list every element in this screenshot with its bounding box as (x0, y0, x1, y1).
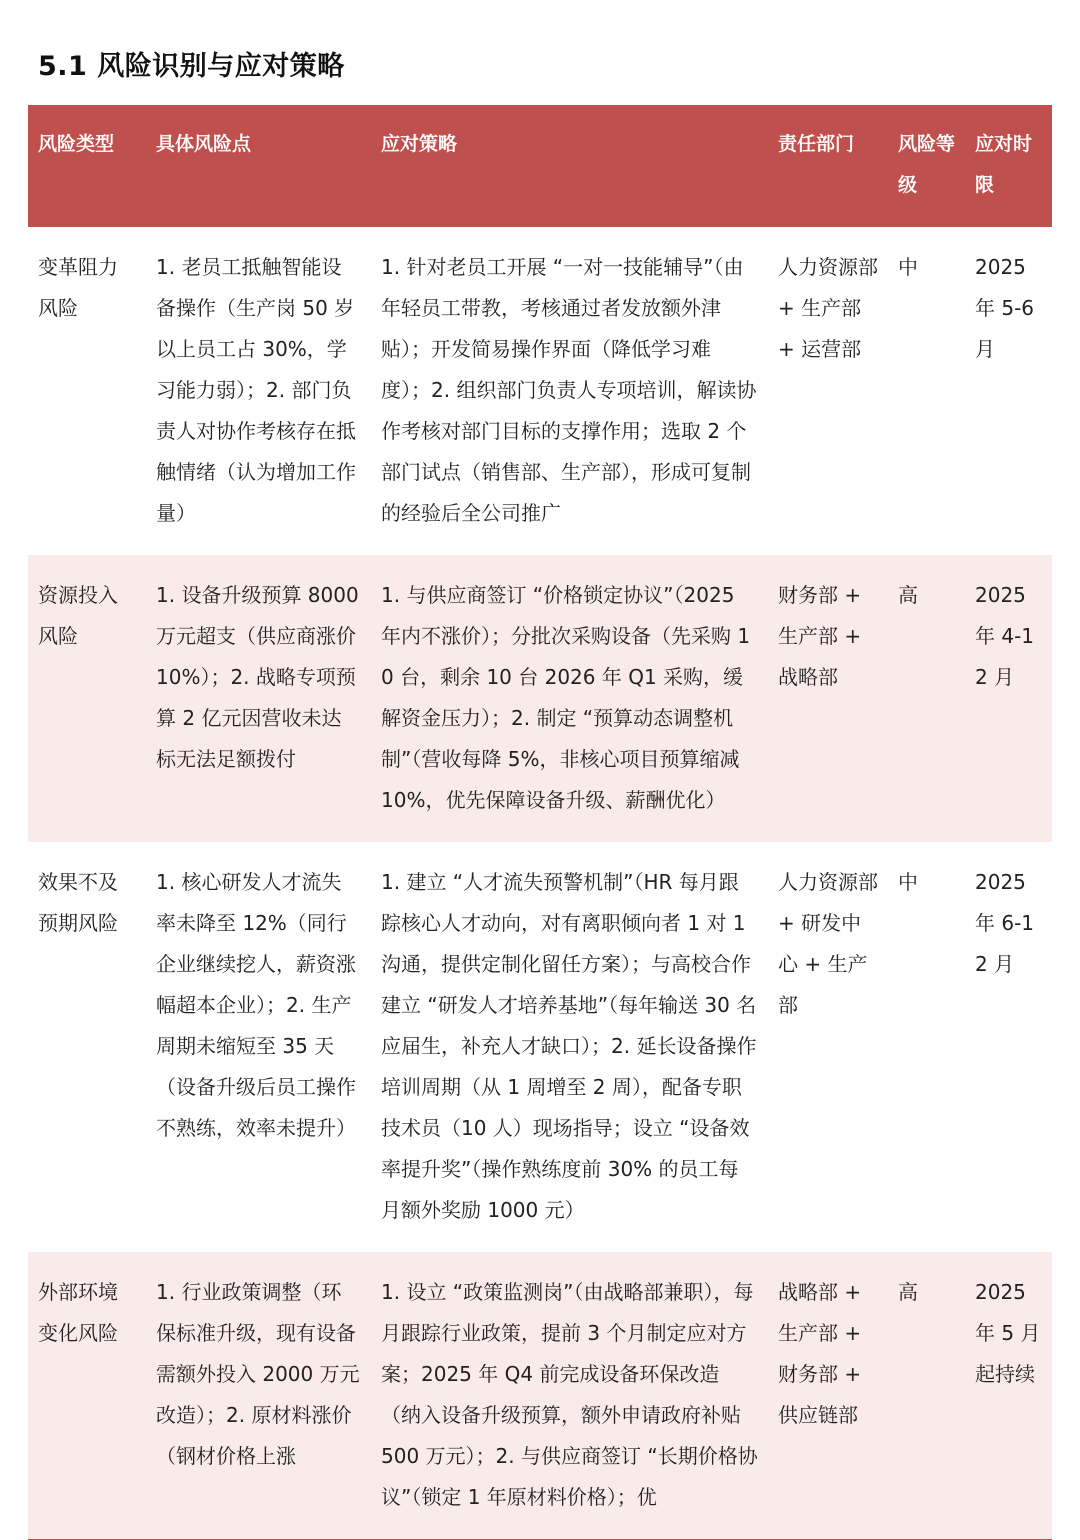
header-row (28, 105, 1052, 227)
cell-risk-type (28, 1252, 146, 1540)
cell-level: 中 (898, 255, 918, 279)
cell-risk-type: 资源投入风险 (38, 583, 118, 648)
cell-deadline (965, 1252, 1052, 1540)
cell-risk-point: 1. 设备升级预算 8000 万元超支（供应商涨价 10%）；2. 战略专项预算 2 亿元因营收未达标无法足额拨付 (156, 583, 359, 771)
cell-level (888, 1252, 965, 1540)
cell-deadline: 2025 年 4-12 月 (975, 583, 1035, 689)
table-body (28, 227, 1052, 1540)
cell-strategy: 1. 针对老员工开展 “一对一技能辅导”（由年轻员工带教，考核通过者发放额外津贴）；开发简易操作界面（降低学习难度）；2. 组织部门负责人专项培训，解读协作考核对部门目标的支撑作用；选取 2 个部门试点（销售部、生产部），形成可复制的经验后全公司推广 (381, 255, 757, 525)
cell-deadline: 2025 年 5-6 月 (975, 255, 1035, 361)
header-strategy: 应对策略 (381, 133, 458, 155)
header-risk-point: 具体风险点 (156, 133, 252, 155)
cell-clip: 2025 年 5 月起持续 (975, 1280, 1041, 1386)
cell-strategy: 1. 与供应商签订 “价格锁定协议”（2025 年内不涨价）；分批次采购设备（先采购 10 台，剩余 10 台 2026 年 Q1 采购，缓解资金压力）；2. 制定 “预算动态调整机制”（营收每降 5%，非核心项目预算缩减 10%，优先保障设备升级、薪酬优化） (381, 583, 751, 812)
table-row (28, 842, 1052, 1252)
cell-risk-type: 变革阻力风险 (38, 255, 118, 320)
table-row (28, 227, 1052, 555)
cell-clip: 战略部 + 生产部 + 财务部 + 供应链部 (778, 1280, 862, 1427)
cell-risk-point: 1. 核心研发人才流失率未降至 12%（同行企业继续挖人，薪资涨幅超本企业）；2. 生产周期未缩短至 35 天（设备升级后员工操作不熟练，效率未提升） (156, 870, 356, 1140)
cell-dept: 人力资源部 + 生产部 + 运营部 (778, 255, 878, 361)
cell-level: 中 (898, 870, 918, 894)
cell-clip: 外部环境变化风险 (38, 1280, 118, 1345)
cell-clip: 1. 设立 “政策监测岗”（由战略部兼职），每月跟踪行业政策，提前 3 个月制定应对方案；2025 年 Q4 前完成设备环保改造（纳入设备升级预算，额外申请政府补贴 500 万元）；2. 与供应商签订 “长期价格协议”（锁定 1 年原材料价格）；优 (381, 1280, 758, 1509)
table-header (28, 105, 1052, 227)
cell-clip: 1. 行业政策调整（环保标准升级，现有设备需额外投入 2000 万元改造）；2. 原材料涨价（钢材价格上涨 (156, 1280, 360, 1468)
header-level: 风险等级 (898, 133, 956, 196)
cell-dept (768, 1252, 888, 1540)
header-risk-type: 风险类型 (38, 133, 115, 155)
cell-strategy: 1. 建立 “人才流失预警机制”（HR 每月跟踪核心人才动向，对有离职倾向者 1 对 1 沟通，提供定制化留任方案）；与高校合作建立 “研发人才培养基地”（每年输送 30 名应届生，补充人才缺口）；2. 延长设备操作培训周期（从 1 周增至 2 周），配备专职技术员（10 人）现场指导；设立 “设备效率提升奖”（操作熟练度前 30% 的员工每月额外奖励 1000 元） (381, 870, 757, 1222)
header-deadline: 应对时限 (975, 133, 1033, 196)
cell-level: 高 (898, 583, 918, 607)
table-row (28, 1252, 1052, 1540)
table-row (28, 555, 1052, 842)
cell-dept: 财务部 + 生产部 + 战略部 (778, 583, 862, 689)
cell-clip: 高 (898, 1280, 918, 1304)
cell-risk-point (146, 1252, 371, 1540)
cell-risk-type: 效果不及预期风险 (38, 870, 118, 935)
cell-deadline: 2025 年 6-12 月 (975, 870, 1035, 976)
risk-table (28, 105, 1052, 1540)
cell-risk-point: 1. 老员工抵触智能设备操作（生产岗 50 岁以上员工占 30%，学习能力弱）；2. 部门负责人对协作考核存在抵触情绪（认为增加工作量） (156, 255, 356, 525)
header-dept: 责任部门 (778, 133, 855, 155)
cell-strategy (371, 1252, 768, 1540)
section-title: 5.1 风险识别与应对策略 (38, 51, 345, 82)
cell-dept: 人力资源部 + 研发中心 + 生产部 (778, 870, 878, 1017)
